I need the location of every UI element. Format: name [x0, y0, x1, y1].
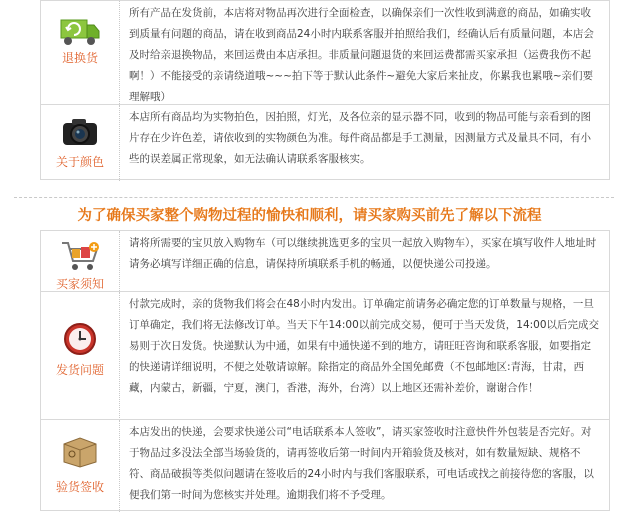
section-inspection	[41, 419, 609, 512]
section-label-cell	[41, 105, 120, 181]
camera-icon	[60, 115, 100, 149]
process-heading: 为了确保买家整个购物过程的愉快和顺利，请买家购买前先了解以下流程	[77, 208, 542, 224]
section-label-cell	[41, 231, 120, 291]
section-label-cell	[41, 1, 120, 104]
section-shipping	[41, 291, 609, 420]
section-text: 付款完成时，亲的货物我们将会在48小时内发出。订单确定前请务必确定您的订单数量与规格，一旦订单确定，我们将无法修改订单。当天下午14:00以前完成交易，便可于当天发货，14:00以后完成交易则于次日发货。快递默认为中通，如果有中通快递不到的地方，请旺旺咨询和联系客服，如要指定的快递请详细说明，不便之处敬请谅解。除指定的商品外全国免邮费（不包邮地区:青海，甘肃，西藏，内蒙古，新疆，宁夏，澳门，香港，海外，台湾）以上地区还需补差价，谢谢合作！	[129, 298, 600, 394]
section-text: 所有产品在发货前，本店将对物品再次进行全面检查，以确保亲们一次性收到满意的商品，如确实收到质量有问题的商品，请在收到商品24小时内联系客服并拍照给我们，经确认后有质量问题，本店会及时给亲退换物品，来回运费由本店承担。非质量问题退货的来回运费都需买家承担（运费我伤不起啊！）不能接受的亲请绕道哦~~~拍下等于默认此条件~避免大家后来扯皮，你累我也累哦~亲们要理解哦）	[129, 7, 594, 103]
package-box-icon	[60, 434, 100, 468]
section-title: 退换货	[61, 51, 98, 65]
section-title: 买家须知	[55, 277, 104, 291]
section-text: 本店所有商品均为实物拍色，因拍照，灯光，及各位亲的显示器不同，收到的物品可能与亲看到的图片存在少许色差，请依收到的实物颜色为准。每件商品都是手工测量，因测量方式及量具不同，有小些的误差属正常现象，如无法确认请联系客服核实。	[129, 111, 591, 165]
policy-panel-top	[40, 0, 610, 180]
section-color	[41, 104, 609, 181]
section-title: 验货签收	[55, 480, 104, 494]
section-return	[41, 1, 609, 104]
section-title: 发货问题	[55, 363, 104, 377]
section-divider	[14, 197, 614, 198]
section-label-cell	[41, 292, 120, 420]
section-text: 请将所需要的宝贝放入购物车（可以继续挑选更多的宝贝一起放入购物车），买家在填写收件人地址时请务必填写详细正确的信息，请保持所填联系手机的畅通，以便快递公司投递。	[129, 237, 597, 270]
section-label-cell	[41, 420, 120, 512]
shopping-cart-icon	[60, 239, 100, 273]
section-buyer-notice	[41, 231, 609, 291]
section-title: 关于颜色	[55, 155, 104, 169]
clock-icon	[60, 322, 100, 356]
truck-return-icon	[60, 15, 100, 49]
section-text: 本店发出的快递，会要求快递公司“电话联系本人签收”，请买家签收时注意快件外包装是否完好。对于物品过多没法全部当场验货的，请再签收后第一时间内开箱验货及核对，如有数量短缺、规格不符、商品破损等类似问题请在签收后的24小时内与我们客服联系，可电话或找之前接待您的客服，以便我们第一时间为您核实并处理。逾期我们将不予受理。	[129, 426, 594, 501]
policy-panel-bottom	[40, 230, 610, 511]
